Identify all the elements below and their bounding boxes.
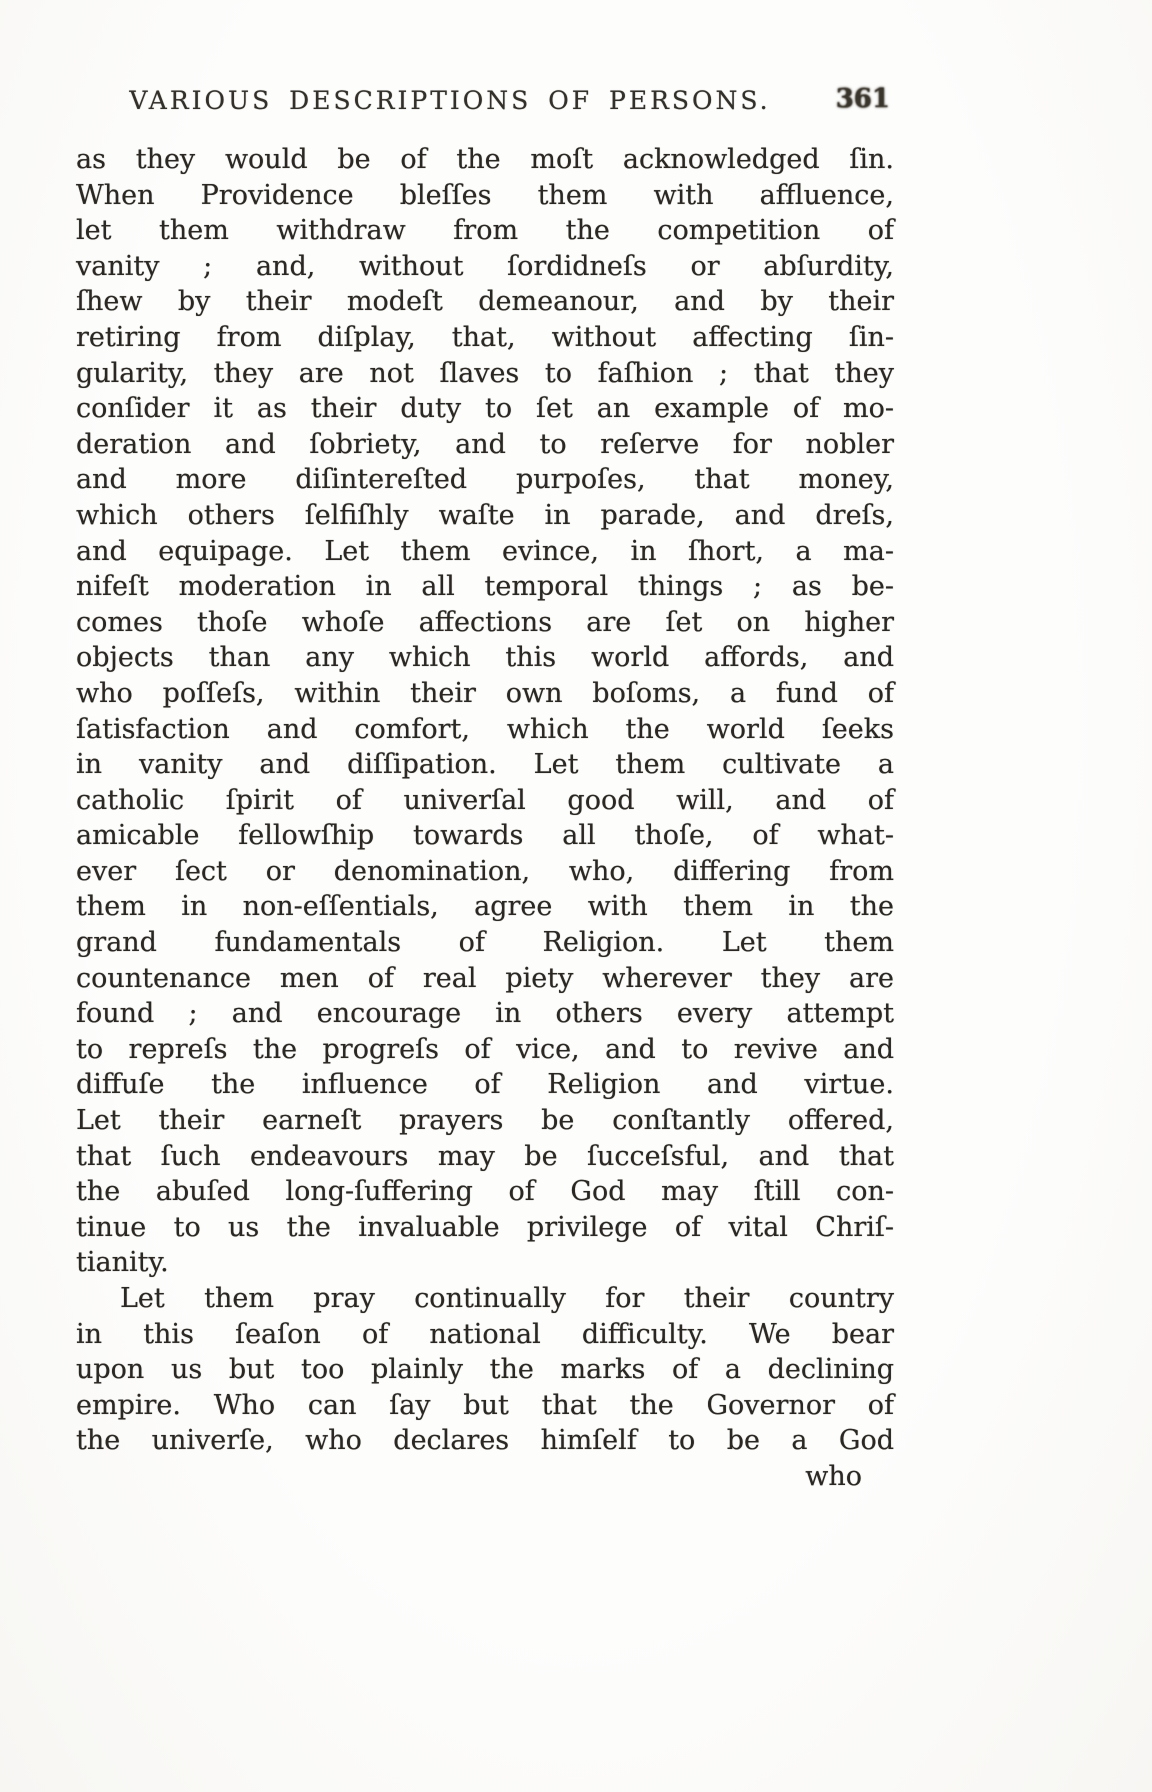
text-line: conſider it as their duty to ſet an example of mo- [76,393,894,425]
text-line: found ; and encourage in others every attempt [76,998,894,1030]
text-line: and more diſintereſted purpoſes, that money, [76,464,894,496]
running-head-title: VARIOUS DESCRIPTIONS OF PERSONS. [129,86,771,115]
text-line: retiring from diſplay, that, without affecting ſin- [76,321,894,353]
text-line: the univerſe, who declares himſelf to be a God [76,1425,894,1457]
text-line: tianity. [76,1247,169,1279]
text-line: Let them pray continually for their country [120,1283,894,1314]
text-line: in vanity and diſſipation. Let them cultivate a [76,749,894,781]
text-line: objects than any which this world affords, and [76,642,894,674]
text-line: let them withdraw from the competition of [76,215,894,247]
text-line: deration and ſobriety, and to reſerve for nobler [76,428,894,460]
text-line: the abuſed long-ſuffering of God may ſtill con- [76,1176,894,1208]
text-line: nifeſt moderation in all temporal things ; as be- [76,571,894,603]
text-line: catholic ſpirit of univerſal good will, and of [76,784,894,816]
text-line: as they would be of the moſt acknowledged ſin. [76,144,894,175]
text-line: tinue to us the invaluable privilege of vital Chriſ- [76,1211,894,1243]
body-text [76,142,894,1459]
text-line: vanity ; and, without ſordidneſs or abſurdity, [76,250,894,282]
text-line: and equipage. Let them evince, in ſhort, a ma- [76,535,894,567]
text-line: When Providence bleſſes them with affluence, [76,179,894,211]
text-line: countenance men of real piety wherever they are [76,962,894,994]
text-line: in this ſeaſon of national difficulty. We bear [76,1318,894,1350]
text-line: Let their earneſt prayers be conſtantly offered, [76,1105,894,1137]
text-line: ever ſect or denomination, who, differing from [76,855,894,887]
text-line: gularity, they are not ſlaves to faſhion ; that they [76,357,894,389]
page-number: 361 [835,84,890,114]
text-block [76,86,894,1495]
text-line: who poſſeſs, within their own boſoms, a fund of [76,677,894,709]
text-line: ſatisfaction and comfort, which the world ſeeks [76,713,894,745]
running-head [76,86,894,126]
text-line: upon us but too plainly the marks of a declining [76,1354,894,1386]
text-line: them in non-eſſentials, agree with them in the [76,891,894,923]
text-line: ſhew by their modeſt demeanour, and by their [76,286,894,318]
text-line: amicable fellowſhip towards all thoſe, of what- [76,820,894,852]
text-line: diffuſe the influence of Religion and virtue. [76,1069,894,1101]
text-line: empire. Who can ſay but that the Governor of [76,1389,894,1421]
text-line: to repreſs the progreſs of vice, and to revive and [76,1033,894,1065]
text-line: grand fundamentals of Religion. Let them [76,927,894,959]
text-line: that ſuch endeavours may be ſucceſsful, and that [76,1140,894,1172]
catchword: who [805,1460,862,1492]
text-line: comes thoſe whoſe affections are ſet on higher [76,606,894,638]
text-line: which others ſelfiſhly waſte in parade, and dreſs, [76,499,894,531]
